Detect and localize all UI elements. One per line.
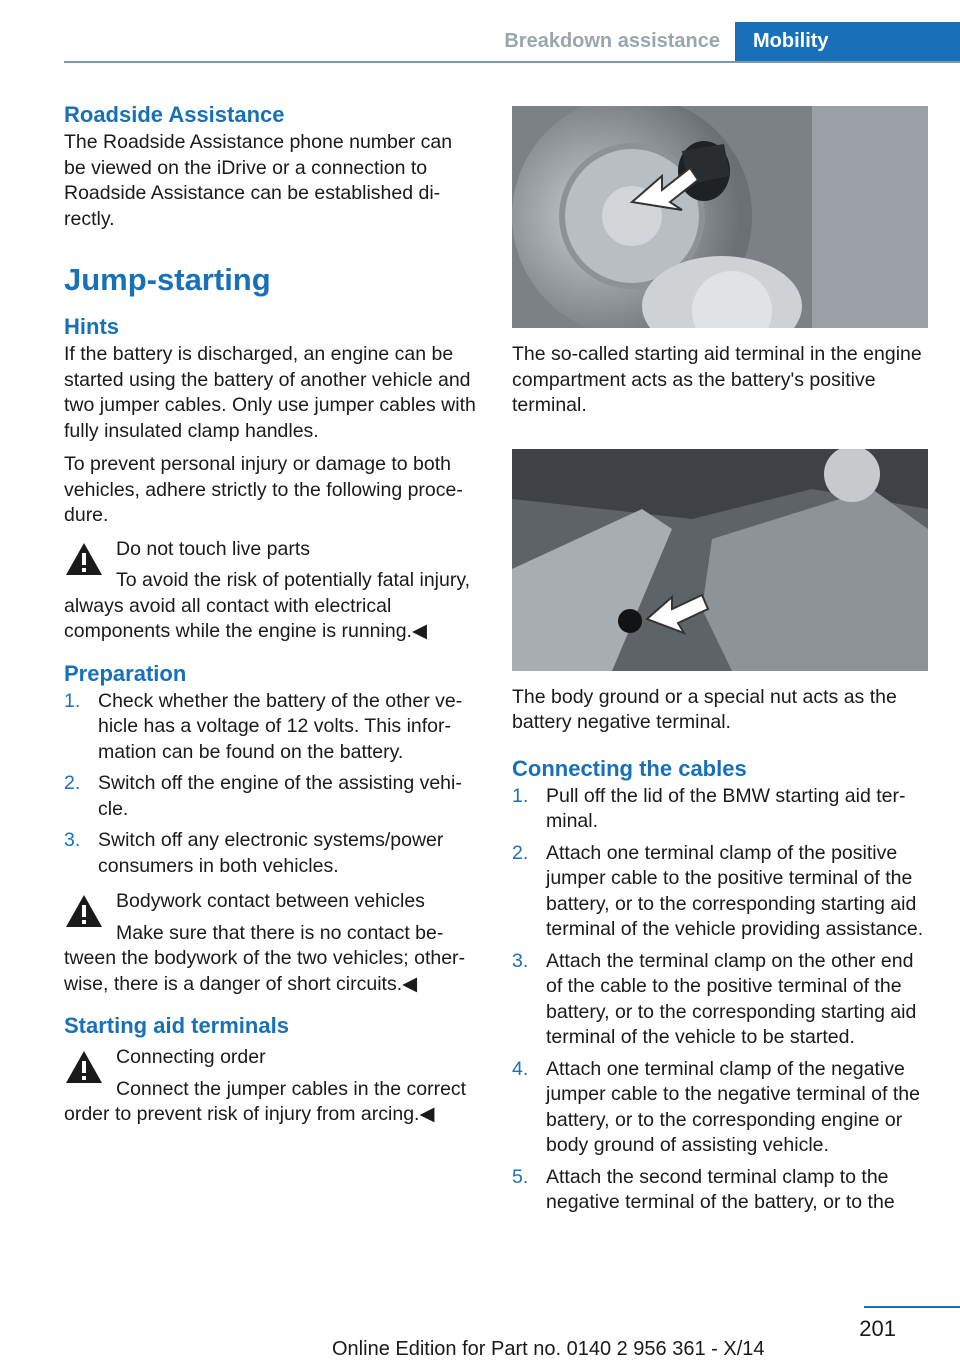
roadside-heading: Roadside Assistance xyxy=(64,102,285,127)
jump-starting-heading: Jump-starting xyxy=(64,262,271,297)
list-item xyxy=(64,689,478,766)
step-number: 2. xyxy=(512,841,529,864)
step-number: 3. xyxy=(512,949,529,972)
step-text: Pull off the lid of the BMW starting aid terminal. xyxy=(546,784,906,832)
warning-title: Do not touch live parts xyxy=(116,537,311,560)
hints-paragraph-1: If the battery is discharged, an engine can be started using the battery of another vehicle and two jumper cables. Only use jumper cables with fully insulated clamp handles. xyxy=(64,343,476,442)
warning-text: Make sure that there is no contact between the bodywork of the two vehicles; otherwise, there is a danger of short circuits.◀ xyxy=(64,921,466,995)
step-text: Switch off the engine of the assisting vehicle. xyxy=(98,772,462,820)
step-number: 1. xyxy=(512,784,529,807)
warning-triangle-icon xyxy=(64,893,104,929)
step-text: Switch off any electronic systems/power consumers in both vehicles. xyxy=(98,829,444,877)
page-number: 201 xyxy=(859,1316,896,1341)
footer-divider xyxy=(864,1306,960,1308)
warning-title: Connecting order xyxy=(116,1046,266,1068)
warning-title: Bodywork contact between vehicles xyxy=(116,890,425,912)
list-item xyxy=(512,949,928,1051)
preparation-steps xyxy=(64,689,478,880)
header-divider xyxy=(64,61,960,63)
connecting-cables-heading: Connecting the cables xyxy=(512,755,747,781)
starting-aid-terminal-image xyxy=(512,106,928,328)
caption-negative-terminal: The body ground or a special nut acts as the battery negative terminal. xyxy=(512,685,897,733)
list-item xyxy=(512,1057,928,1159)
body-ground-photo xyxy=(512,449,928,671)
page-header xyxy=(0,0,960,62)
edition-note: Online Edition for Part no. 0140 2 956 361 - X/14 xyxy=(332,1338,765,1360)
starting-aid-terminals-heading: Starting aid terminals xyxy=(64,1013,289,1038)
body-ground-image xyxy=(512,449,928,671)
warning-live-parts xyxy=(64,537,478,645)
step-number: 1. xyxy=(64,689,81,712)
left-column xyxy=(64,100,478,1138)
step-text: Attach one terminal clamp of the negative jumper cable to the negative terminal of the battery, or to the corresponding engine or body ground of assisting vehicle. xyxy=(546,1057,920,1156)
step-text: Attach the second terminal clamp to the negative terminal of the battery, or to the xyxy=(546,1165,895,1213)
step-number: 5. xyxy=(512,1165,529,1188)
step-text: Attach one terminal clamp of the positive jumper cable to the positive terminal of the battery, or to the corresponding starting aid terminal of the vehicle providing assistance. xyxy=(546,841,924,940)
caption-positive-terminal: The so-called starting aid terminal in the engine compartment acts as the battery's positive terminal. xyxy=(512,343,922,416)
roadside-text: The Roadside Assistance phone number can be viewed on the iDrive or a connection to Roadside Assistance can be established directly. xyxy=(64,131,453,230)
list-item xyxy=(512,841,928,943)
warning-triangle-icon xyxy=(64,1049,104,1085)
step-number: 2. xyxy=(64,772,81,794)
list-item xyxy=(512,784,928,835)
warning-connecting-order xyxy=(64,1045,478,1128)
header-section-title: Breakdown assistance xyxy=(504,30,720,52)
header-chapter-tab: Mobility xyxy=(735,22,960,62)
warning-bodywork-contact xyxy=(64,889,478,997)
preparation-heading: Preparation xyxy=(64,660,187,686)
list-item xyxy=(64,771,478,822)
warning-triangle-icon xyxy=(64,541,104,577)
list-item xyxy=(64,828,478,879)
right-column xyxy=(512,106,928,1226)
hints-heading: Hints xyxy=(64,314,119,339)
step-text: Check whether the battery of the other vehicle has a voltage of 12 volts. This information can be found on the battery. xyxy=(98,689,463,763)
step-number: 4. xyxy=(512,1057,529,1080)
hints-paragraph-2: To prevent personal injury or damage to both vehicles, adhere strictly to the following procedure. xyxy=(64,453,463,526)
warning-text: Connect the jumper cables in the correct order to prevent risk of injury from arcing.◀ xyxy=(64,1077,467,1125)
list-item xyxy=(512,1165,928,1216)
step-number: 3. xyxy=(64,829,81,851)
warning-text: To avoid the risk of potentially fatal injury, always avoid all contact with electrical components while the engine is running.◀ xyxy=(64,569,471,642)
step-text: Attach the terminal clamp on the other end of the cable to the positive terminal of the battery, or to the corresponding starting aid terminal of the vehicle to be started. xyxy=(546,949,917,1048)
engine-compartment-photo xyxy=(512,106,928,328)
connecting-steps xyxy=(512,784,928,1216)
